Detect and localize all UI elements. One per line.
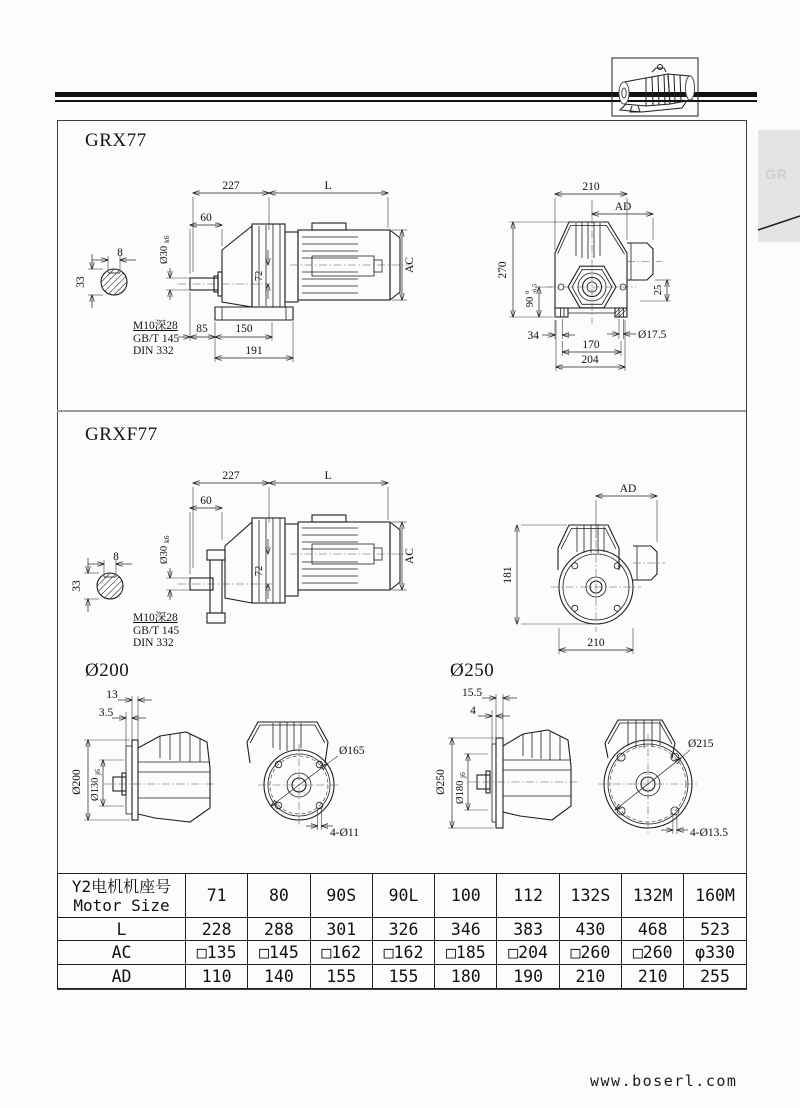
dim-label-shaft-fit: k6 (162, 535, 171, 543)
table-header-en: Motor Size (73, 895, 170, 915)
dim-label-204: 204 (581, 354, 599, 366)
gearmotor-logo-icon (612, 58, 698, 116)
dim-label-181: 181 (502, 566, 514, 584)
dim-label-foot-hole: Ø17.5 (638, 329, 667, 341)
dim-label-AC: AC (404, 257, 416, 273)
table-cell: □145 (248, 941, 310, 965)
dim-label-170: 170 (582, 339, 600, 351)
table-cell: 228 (186, 918, 248, 941)
table-cell: □260 (559, 941, 621, 965)
dim-label-pilot: Ø180 (455, 780, 466, 804)
dim-label-150: 150 (235, 323, 253, 335)
dim-label-shaft-dia: Ø30 (159, 545, 170, 564)
dim-label-pilot-fit: j6 (458, 772, 467, 778)
row-label-AD: AD (58, 965, 186, 989)
dim-label-13: 13 (106, 689, 118, 701)
note-din: DIN 332 (133, 637, 174, 649)
table-col-90l: 90L (372, 874, 434, 918)
side-tab (758, 130, 800, 242)
table-cell: 383 (497, 918, 559, 941)
table-cell: 301 (310, 918, 372, 941)
dim-label-60: 60 (200, 212, 212, 224)
dim-label-227: 227 (222, 470, 240, 482)
flange200-front-drawing (240, 688, 390, 838)
dim-label-4: 4 (470, 705, 476, 717)
table-cell: 140 (248, 965, 310, 989)
dim-label-holes: 4-Ø11 (330, 827, 359, 839)
table-cell: 288 (248, 918, 310, 941)
dim-label-270: 270 (497, 261, 509, 279)
dim-label-bolt-circle: Ø165 (339, 745, 365, 757)
dim-label-33: 33 (75, 276, 87, 288)
grxf77-side-drawing (150, 468, 440, 663)
table-cell: 155 (372, 965, 434, 989)
dim-label-90-tol-lower: -0.5 (531, 283, 539, 294)
table-header-motor-size (58, 874, 186, 918)
grx77-thread-notes (133, 320, 179, 358)
row-label-AC: AC (58, 941, 186, 965)
note-thread: M10深28 (133, 612, 178, 624)
flange250-front-drawing (560, 686, 746, 844)
note-gbt: GB/T 145 (133, 332, 180, 345)
table-cell: □260 (622, 941, 684, 965)
dim-label-AC: AC (404, 548, 416, 564)
grx77-side-drawing (150, 180, 440, 370)
table-cell: 326 (372, 918, 434, 941)
dim-label-holes: 4-Ø13.5 (690, 827, 729, 839)
dim-label-shaft-dia: Ø30 (159, 245, 170, 264)
table-cell: 255 (684, 965, 746, 989)
table-cell: 155 (310, 965, 372, 989)
table-header-cn: Y2电机机座号 (71, 876, 172, 896)
dim-label-72: 72 (254, 565, 265, 577)
table-cell: φ330 (684, 941, 746, 965)
dim-label-shaft-fit: k6 (162, 235, 171, 243)
table-cell: □204 (497, 941, 559, 965)
dim-label-60: 60 (200, 495, 212, 507)
dim-label-34: 34 (527, 330, 539, 342)
table-cell: 190 (497, 965, 559, 989)
table-col-132s: 132S (559, 874, 621, 918)
flange200-side-drawing (60, 688, 240, 838)
table-col-100: 100 (435, 874, 497, 918)
dim-label-90-tol-upper: 0 (524, 290, 531, 294)
note-din: DIN 332 (133, 345, 174, 357)
note-thread: M10深28 (133, 320, 178, 332)
table-cell: □185 (435, 941, 497, 965)
dim-label-90: 90 (525, 296, 536, 308)
note-gbt: GB/T 145 (133, 624, 180, 637)
table-cell: □135 (186, 941, 248, 965)
dim-label-pilot: Ø130 (90, 777, 101, 801)
table-cell: 210 (622, 965, 684, 989)
table-cell: □162 (310, 941, 372, 965)
grxf77-front-drawing (495, 480, 705, 665)
dim-label-pilot-fit: j6 (93, 769, 102, 775)
table-cell: 430 (559, 918, 621, 941)
dim-label-3-5: 3.5 (98, 707, 114, 719)
table-cell: 346 (435, 918, 497, 941)
dim-label-8: 8 (117, 247, 123, 259)
flange250-title: Ø250 (450, 660, 495, 681)
row-label-L: L (58, 918, 186, 941)
table-col-112: 112 (497, 874, 559, 918)
dim-label-191: 191 (245, 345, 263, 357)
grx77-front-drawing (490, 170, 690, 380)
table-col-80: 80 (248, 874, 310, 918)
dim-label-8: 8 (113, 551, 119, 563)
side-tab-deco (758, 130, 800, 242)
table-row-AC (58, 941, 747, 965)
table-col-71: 71 (186, 874, 248, 918)
table-cell: 110 (186, 965, 248, 989)
section-divider (57, 410, 746, 412)
dim-label-outer: Ø200 (71, 769, 83, 795)
table-cell: 468 (622, 918, 684, 941)
dim-label-210: 210 (587, 637, 605, 649)
dim-label-15-5: 15.5 (461, 687, 483, 699)
flange200-title: Ø200 (85, 660, 130, 681)
table-cell: 180 (435, 965, 497, 989)
dim-label-33: 33 (71, 580, 83, 592)
grxf77-title: GRXF77 (85, 424, 158, 445)
grx77-title: GRX77 (85, 130, 147, 151)
table-col-160m: 160M (684, 874, 746, 918)
dim-label-L: L (324, 180, 332, 192)
motor-size-table (57, 873, 747, 989)
dim-label-AD: AD (619, 483, 637, 495)
dim-label-outer: Ø250 (435, 769, 447, 795)
side-tab-label: GR (765, 166, 788, 182)
dim-label-bolt-circle: Ø215 (688, 738, 714, 750)
dim-label-72: 72 (254, 270, 265, 282)
table-col-132m: 132M (622, 874, 684, 918)
table-cell: 210 (559, 965, 621, 989)
dim-label-L: L (324, 470, 332, 482)
table-col-90s: 90S (310, 874, 372, 918)
table-row-L (58, 918, 747, 941)
dim-label-227: 227 (222, 180, 240, 192)
table-cell: □162 (372, 941, 434, 965)
dim-label-25: 25 (653, 284, 664, 296)
table-cell: 523 (684, 918, 746, 941)
website-url: www.boserl.com (590, 1072, 738, 1090)
dim-label-210: 210 (582, 181, 600, 193)
table-row-AD (58, 965, 747, 989)
grxf77-thread-notes (133, 612, 179, 650)
dim-label-AD: AD (614, 201, 632, 213)
dim-label-85: 85 (196, 323, 208, 335)
